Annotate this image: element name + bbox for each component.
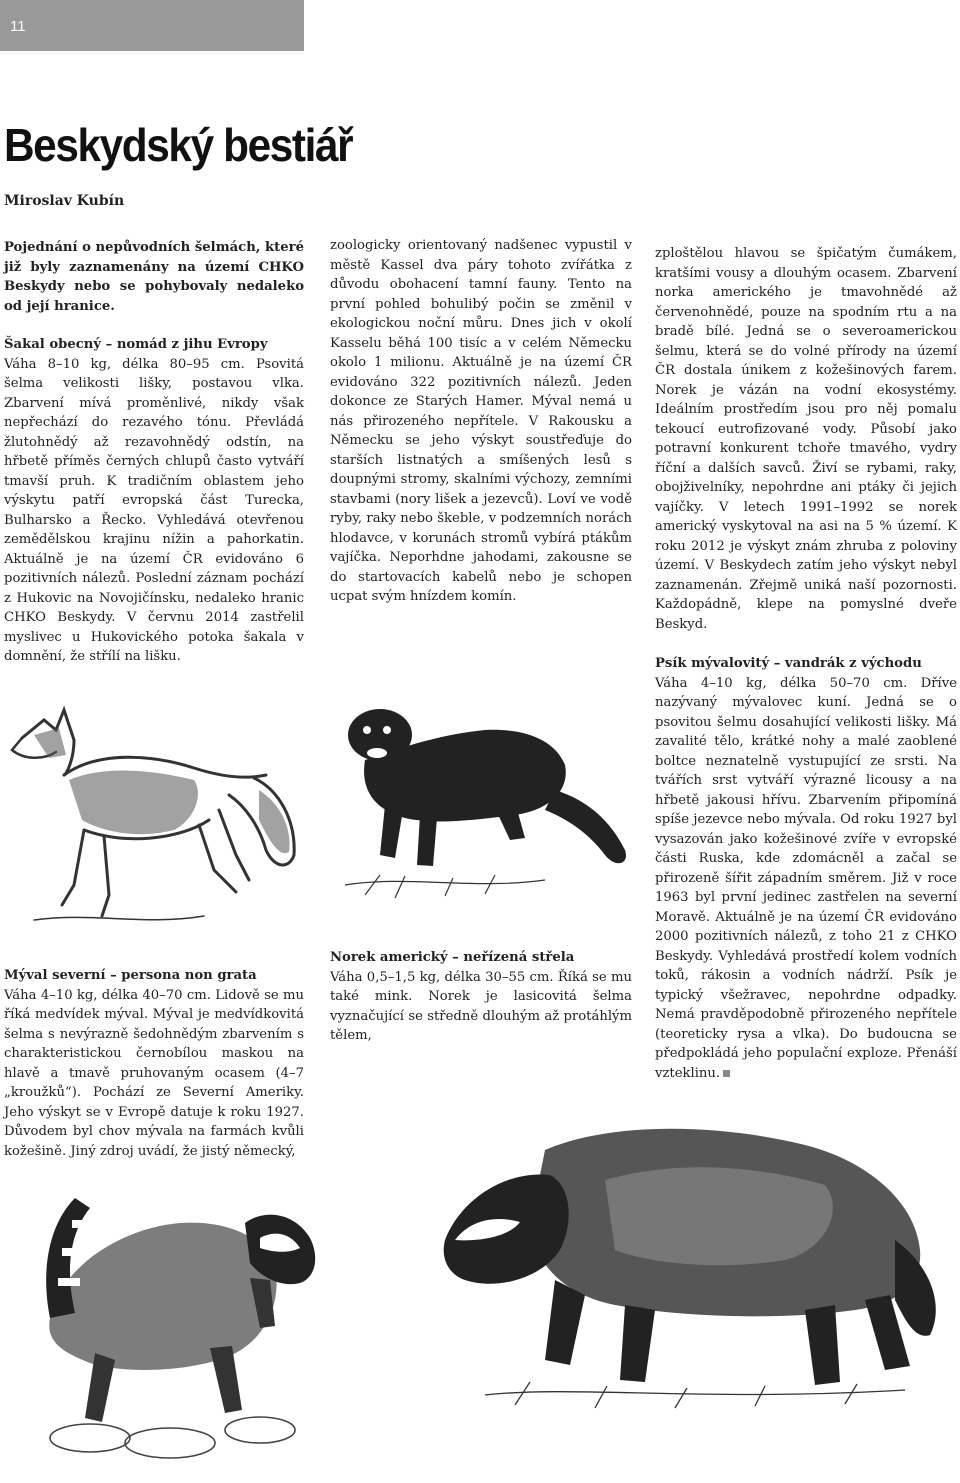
page-number: 11 <box>10 18 26 35</box>
raccoon-text-part1: Váha 4–10 kg, délka 40–70 cm. Lidově se mu říká medvídek mýval. Mýval je medvídkovitá šelma s nevýrazně šedohnědým zbarvením s charakteristickou černobílou maskou na hlavě a tmavě pruhovaným ocasem (4–7 „kroužků“). Pochází ze Severní Ameriky. Jeho výskyt se v Evropě datuje k roku 1927. Důvodem byl chov mývala na farmách kvůli kožešině. Jiný zdroj uvádí, že jistý německý, <box>4 987 304 1159</box>
raccoon-illustration <box>20 1168 330 1468</box>
mink-illustration <box>325 690 645 930</box>
jackal-text: Váha 8–10 kg, délka 80–95 cm. Psovitá šelma velikosti lišky, postavou vlka. Zbarvení mívá proměnlivé, nikdy však nepřechází do rezavého tónu. Převládá žlutohnědý až rezavohnědý odstín, na hřbetě příměs černých chlupů často vytváří tmavší pruh. K tradičním oblastem jeho výskytu patří evropská část Turecka, Bulharsko a Řecko. Vyhledává otevřenou zemědělskou krajinu nížin a pahorkatin. Aktuálně je na území ČR evidováno 6 pozitivních nálezů. Poslední záznam pochází z Hukovic na Novojičínsku, nedaleko hranic CHKO Beskydy. V červnu 2014 zastřelil myslivec u Hukovického potoka šakala v domnění, že střílí na lišku. <box>4 356 304 664</box>
raccoon-dog-heading: Psík mývalovitý – vandrák z východu <box>655 656 922 671</box>
column-right <box>655 244 957 1083</box>
column-left <box>4 238 304 667</box>
column-left-lower <box>4 966 304 1161</box>
jackal-illustration <box>4 680 314 950</box>
article-title: Beskydský bestiář <box>4 119 353 171</box>
column-middle <box>330 236 632 607</box>
raccoon-dog-paragraph <box>655 674 957 1084</box>
mink-text-part1: Váha 0,5–1,5 kg, délka 30–55 cm. Říká se mu také mink. Norek je lasicovitá šelma vyznačující se středně dlouhým až protáhlým tělem, <box>330 969 632 1043</box>
mink-text-part2: zploštělou hlavou se špičatým čumákem, kratšími vousy a dlouhým ocasem. Zbarvení norka amerického je tmavohnědé až červenohnědé, pouze na spodním rtu a na bradě bílé. Jedná se o severoamerickou šelmu, která se do volné přírody na území ČR dostala únikem z kožešinových farem. Norek je vázán na vodní ekosystémy. Ideálním prostředím jsou pro něj pomalu tekoucí eutrofizované vody. Působí jako potravní konkurent tchoře tmavého, vydry říční a dalších savců. Živí se rybami, raky, obojživelníky, nepohrdne ani ptáky či jejich vajíčky. V letech 1991–1992 se norek americký vyskytoval na asi na 5 % území. K roku 2012 je výskyt znám zhruba z poloviny území. V Beskydech zatím jeho výskyt nebyl zaznamenán. Zřejmě uniká naší pozornosti. Každopádně, klepe na pomyslné dveře Beskyd. <box>655 246 957 632</box>
raccoon-dog-illustration <box>425 1090 950 1420</box>
raccoon-text-part2: zoologicky orientovaný nadšenec vypustil v městě Kassel dva páry tohoto zvířátka z důvodu obohacení tamní fauny. Tento na první pohled bohulibý počin se změnil v ekologickou noční můru. Dnes jich v okolí Kasselu běhá 100 tisíc a v celém Německu okolo 1 milionu. Aktuálně je na území ČR evidováno 322 pozitivních nálezů. Jeden dokonce ze Starých Hamer. Mýval nemá u nás přirozeného nepřítele. V Rakousku a Německu se jeho výskyt soustřeďuje do starších listnatých a smíšených lesů s doupnými stromy, skalními výchozy, zemními stavbami (nory lišek a jezevců). Loví ve vodě ryby, raky nebo škeble, v podzemních norách hlodavce, v korunách stromů vybírá ptákům vajíčka. Neporhdne jahodami, zakousne se do startovacích kabelů nebo je schopen ucpat svým hnízdem komín. <box>330 238 632 604</box>
raccoon-heading: Mýval severní – persona non grata <box>4 968 257 983</box>
end-of-article-mark <box>723 1070 730 1077</box>
jackal-heading: Šakal obecný – nomád z jihu Evropy <box>4 337 268 352</box>
article-author: Miroslav Kubín <box>4 193 125 209</box>
column-middle-lower <box>330 948 632 1046</box>
mink-heading: Norek americký – neřízená střela <box>330 950 575 965</box>
article-lead: Pojednání o nepůvodních šelmách, které již byly zaznamenány na území CHKO Beskydy nebo se pohybovaly nedaleko od její hranice. <box>4 240 304 314</box>
raccoon-dog-text: Váha 4–10 kg, délka 50–70 cm. Dříve nazývaný mývalovec kuní. Jedná se o psovitou šelmu dosahující velikosti lišky. Má zavalité tělo, krátké nohy a malé zaoblené boltce neznatelně vystupující ze srsti. Na tvářích srst vytváří výrazné licousy a na hřbetě jakousi hřívu. Zbarvením připomíná spíše jezevce nebo mývala. Od roku 1927 byl vysazován jako kožešinové zvíře v evropské části Ruska, kde zdomácněl a začal se přirozeně šířit západním směrem. Již v roce 1963 byl první jedinec zastřelen na severní Moravě. Aktuálně je na území ČR evidováno 2000 pozitivních nálezů, z toho 21 z CHKO Beskydy. Vyhledává prostředí kolem vodních toků, rákosin a vodních nádrží. Psík je typický všežravec, nepohrdne odpadky. Nemá pravděpodobně přirozeného nepřítele (teoreticky rysa a vlka). Do budoucna se předpokládá jeho populační exploze. Přenáší vzteklinu. <box>655 675 957 1081</box>
page-number-tab <box>0 0 304 51</box>
